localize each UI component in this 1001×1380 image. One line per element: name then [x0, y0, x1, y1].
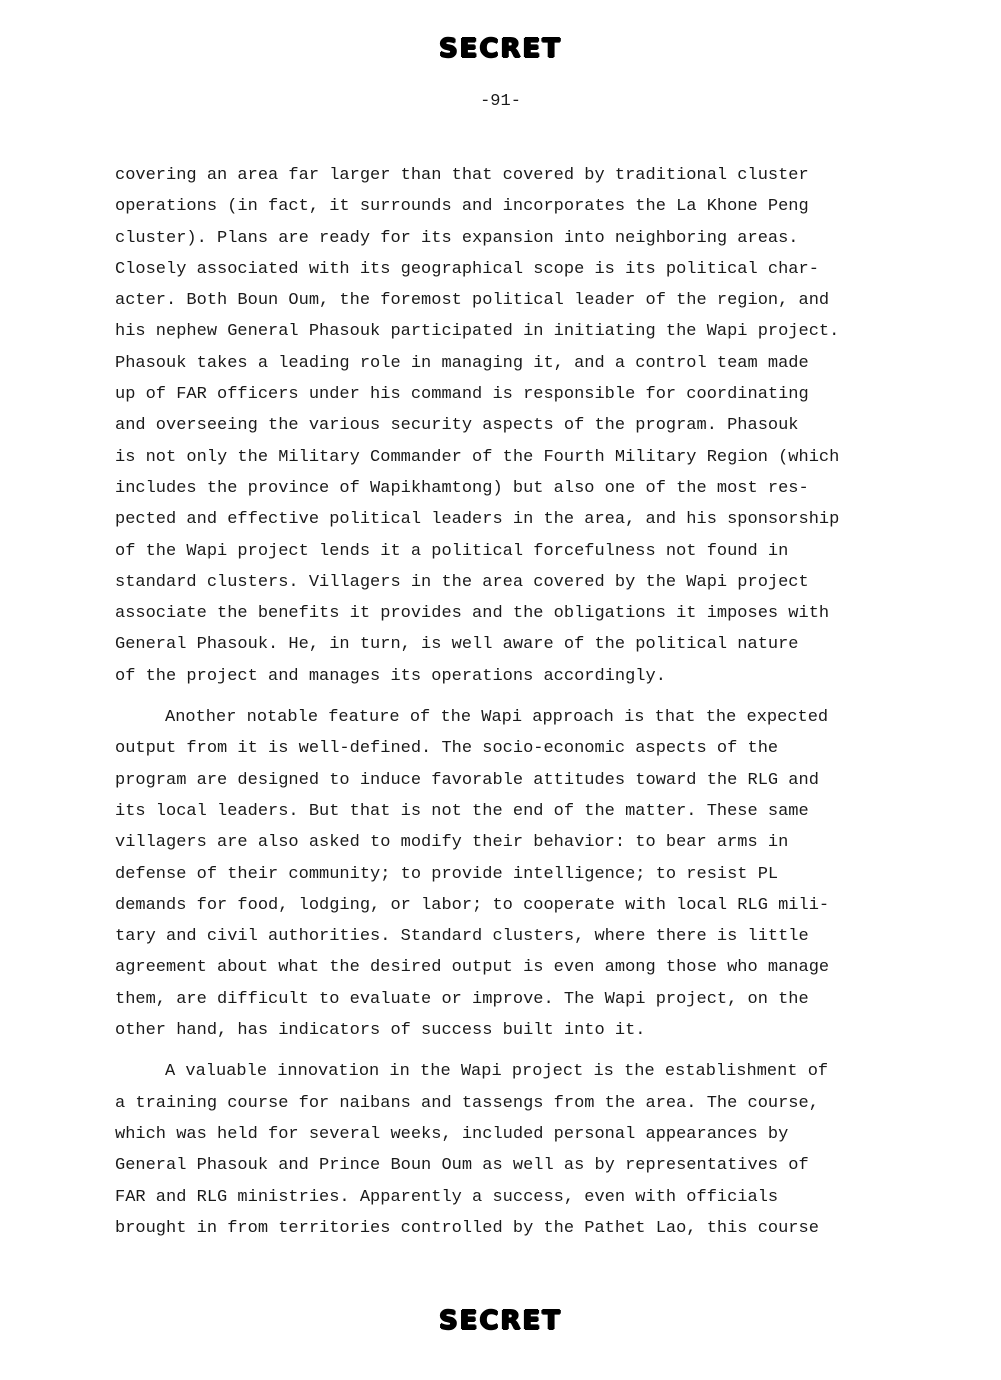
text-line: villagers are also asked to modify their behavior: to bear arms in [115, 833, 789, 853]
text-line: its local leaders. But that is not the end of the matter. These same [115, 801, 809, 821]
text-line: Phasouk takes a leading role in managing it, and a control team made [115, 353, 809, 373]
text-line: General Phasouk and Prince Boun Oum as well as by representatives of [115, 1156, 809, 1176]
text-line: of the project and manages its operations accordingly. [115, 666, 666, 686]
text-line: Closely associated with its geographical scope is its political char- [115, 259, 819, 279]
page-number: -91- [480, 92, 521, 111]
text-line: cluster). Plans are ready for its expansion into neighboring areas. [115, 228, 799, 248]
text-line: which was held for several weeks, included personal appearances by [115, 1124, 789, 1144]
text-line: a training course for naibans and tassengs from the area. The course, [115, 1093, 819, 1113]
text-line: them, are difficult to evaluate or improve. The Wapi project, on the [115, 989, 809, 1009]
text-line: brought in from territories controlled by the Pathet Lao, this course [115, 1218, 819, 1238]
text-line: output from it is well-defined. The socio-economic aspects of the [115, 739, 779, 759]
text-line: operations (in fact, it surrounds and incorporates the La Khone Peng [115, 197, 809, 217]
text-line: pected and effective political leaders in the area, and his sponsorship [115, 510, 840, 530]
paragraph-2 [115, 702, 875, 1046]
text-line: defense of their community; to provide intelligence; to resist PL [115, 864, 779, 884]
text-line: covering an area far larger than that covered by traditional cluster [115, 166, 809, 185]
text-line: demands for food, lodging, or labor; to cooperate with local RLG mili- [115, 895, 830, 915]
text-line: up of FAR officers under his command is responsible for coordinating [115, 385, 809, 405]
text-line: A valuable innovation in the Wapi project is the establishment of [165, 1062, 829, 1082]
text-line: Another notable feature of the Wapi approach is that the expected [165, 708, 829, 728]
text-line: includes the province of Wapikhamtong) but also one of the most res- [115, 478, 809, 498]
text-line: other hand, has indicators of success built into it. [115, 1021, 646, 1041]
text-line: is not only the Military Commander of the Fourth Military Region (which [115, 447, 840, 467]
text-line: FAR and RLG ministries. Apparently a success, even with officials [115, 1187, 779, 1207]
text-line: tary and civil authorities. Standard clusters, where there is little [115, 927, 809, 947]
paragraph-3 [115, 1056, 875, 1244]
classification-marking-bottom: SECRET [438, 1306, 563, 1336]
text-line: and overseeing the various security aspects of the program. Phasouk [115, 416, 799, 436]
text-line: standard clusters. Villagers in the area covered by the Wapi project [115, 572, 809, 592]
text-line: program are designed to induce favorable attitudes toward the RLG and [115, 770, 819, 790]
text-line: agreement about what the desired output is even among those who manage [115, 958, 830, 978]
text-line: his nephew General Phasouk participated in initiating the Wapi project. [115, 322, 840, 342]
text-line: General Phasouk. He, in turn, is well aware of the political nature [115, 635, 799, 655]
text-line: associate the benefits it provides and the obligations it imposes with [115, 604, 830, 624]
body-text [115, 160, 875, 1244]
text-line: acter. Both Boun Oum, the foremost political leader of the region, and [115, 291, 830, 311]
text-line: of the Wapi project lends it a political forcefulness not found in [115, 541, 789, 561]
paragraph-1 [115, 160, 875, 692]
classification-marking-top: SECRET [438, 34, 563, 64]
